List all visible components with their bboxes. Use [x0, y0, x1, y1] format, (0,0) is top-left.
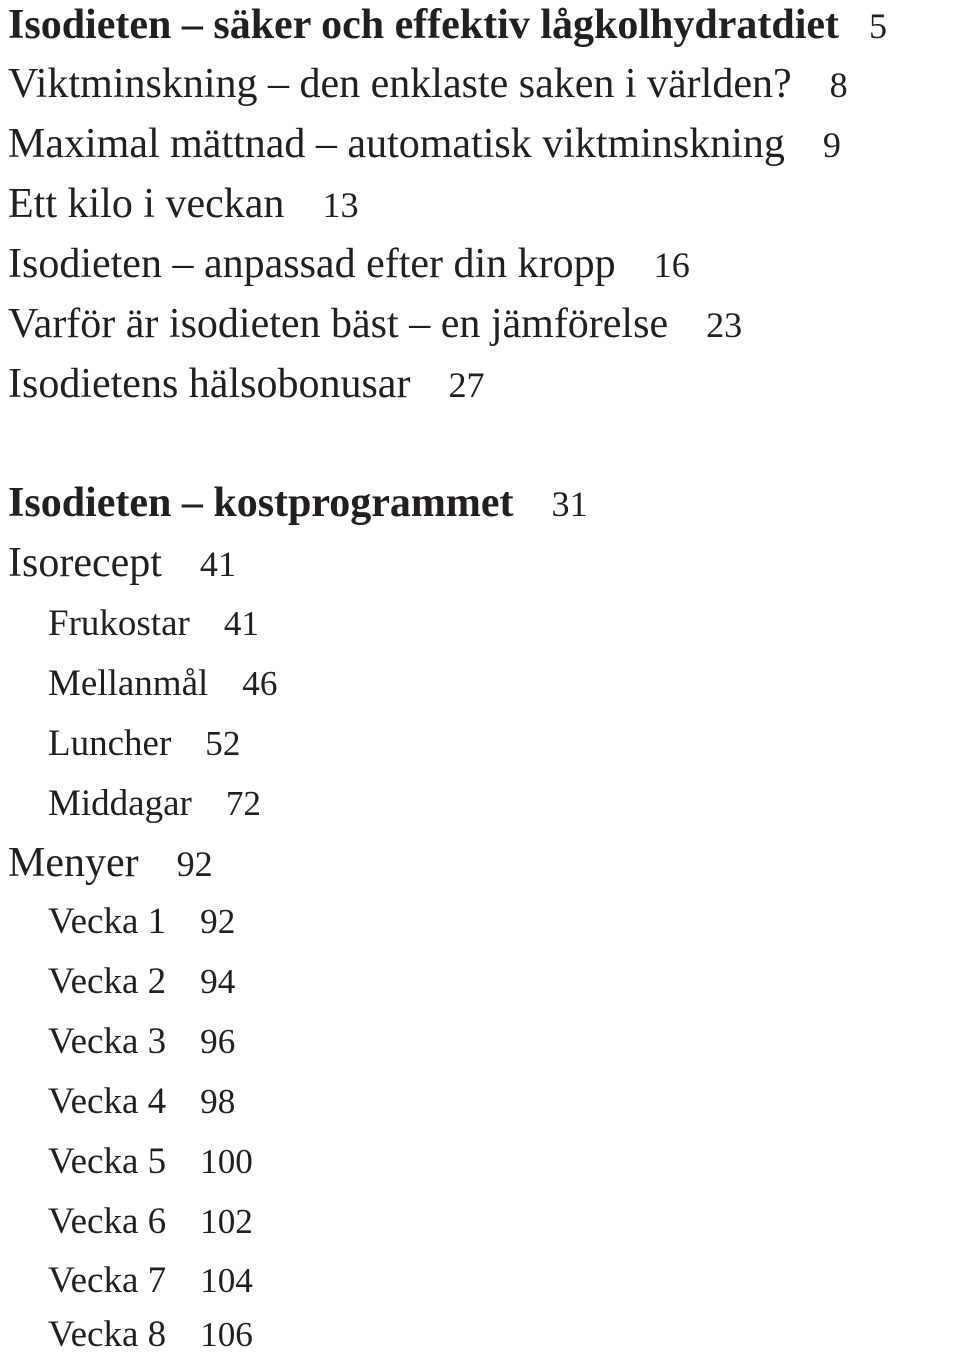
- toc-entry-heading: [8, 482, 588, 524]
- toc-entry: [8, 542, 236, 584]
- toc-entry-title: Viktminskning – den enklaste saken i världen?: [8, 61, 792, 107]
- toc-entry-title: Isodieten – säker och effektiv lågkolhydratdiet: [8, 2, 840, 48]
- toc-entry-title: Vecka 3: [48, 1021, 167, 1062]
- toc-entry: [8, 243, 690, 285]
- toc-entry: [8, 363, 485, 405]
- toc-entry: [8, 183, 359, 225]
- toc-entry-title: Ett kilo i veckan: [8, 181, 285, 227]
- toc-entry-page: 8: [829, 65, 848, 105]
- toc-subentry: [48, 1316, 253, 1353]
- toc-entry-page: 94: [200, 962, 236, 1001]
- toc-entry-heading: [8, 4, 887, 46]
- toc-subentry: [48, 1023, 235, 1060]
- toc-entry-page: 5: [869, 6, 888, 46]
- toc-entry-title: Isodieten – kostprogrammet: [8, 480, 514, 526]
- toc-entry-title: Frukostar: [48, 603, 190, 644]
- toc-entry-title: Luncher: [48, 723, 172, 764]
- toc-entry-title: Vecka 4: [48, 1081, 167, 1122]
- toc-entry-page: 23: [706, 305, 743, 345]
- toc-subentry: [48, 963, 235, 1000]
- toc-entry-title: Vecka 6: [48, 1201, 167, 1242]
- toc-subentry: [48, 1083, 235, 1120]
- toc-entry-page: 92: [200, 902, 236, 941]
- toc-entry-page: 9: [822, 125, 841, 165]
- toc-subentry: [48, 605, 259, 642]
- toc-entry-title: Vecka 2: [48, 961, 167, 1002]
- toc-entry-title: Isorecept: [8, 540, 162, 586]
- toc-entry-page: 46: [242, 664, 278, 703]
- toc-entry-title: Vecka 8: [48, 1314, 167, 1355]
- toc-subentry: [48, 725, 240, 762]
- toc-entry: [8, 123, 841, 165]
- toc-entry-title: Isodieten – anpassad efter din kropp: [8, 241, 616, 287]
- toc-subentry: [48, 1262, 253, 1299]
- toc-entry-title: Mellanmål: [48, 663, 209, 704]
- toc-entry-page: 92: [176, 844, 213, 884]
- toc-entry-page: 102: [200, 1202, 253, 1241]
- toc-entry-page: 41: [223, 604, 259, 643]
- toc-entry-page: 98: [200, 1082, 236, 1121]
- toc-entry-page: 100: [200, 1142, 253, 1181]
- toc-entry-title: Middagar: [48, 783, 192, 824]
- toc-subentry: [48, 1143, 253, 1180]
- toc-subentry: [48, 903, 235, 940]
- toc-entry-title: Menyer: [8, 840, 139, 886]
- toc-entry-title: Maximal mättnad – automatisk viktminskning: [8, 121, 785, 167]
- toc-entry-title: Vecka 1: [48, 901, 167, 942]
- toc-entry: [8, 842, 213, 884]
- toc-entry-page: 27: [448, 365, 485, 405]
- toc-entry-page: 41: [199, 544, 237, 584]
- toc-subentry: [48, 785, 261, 822]
- toc-entry-page: 104: [200, 1261, 253, 1300]
- toc-entry: [8, 303, 742, 345]
- toc-entry-title: Vecka 7: [48, 1260, 167, 1301]
- toc-entry-page: 96: [200, 1022, 236, 1061]
- toc-entry-page: 106: [200, 1315, 253, 1354]
- toc-entry-title: Varför är isodieten bäst – en jämförelse: [8, 301, 669, 347]
- toc-entry-page: 16: [653, 245, 690, 285]
- toc-subentry: [48, 1203, 253, 1240]
- toc-entry-page: 13: [322, 185, 359, 225]
- toc-subentry: [48, 665, 277, 702]
- toc-entry-page: 52: [205, 724, 241, 763]
- toc-entry-title: Isodietens hälsobonusar: [8, 361, 411, 407]
- toc-entry-page: 72: [225, 784, 261, 823]
- toc-entry-title: Vecka 5: [48, 1141, 167, 1182]
- toc-entry: [8, 63, 848, 105]
- toc-entry-page: 31: [551, 484, 588, 524]
